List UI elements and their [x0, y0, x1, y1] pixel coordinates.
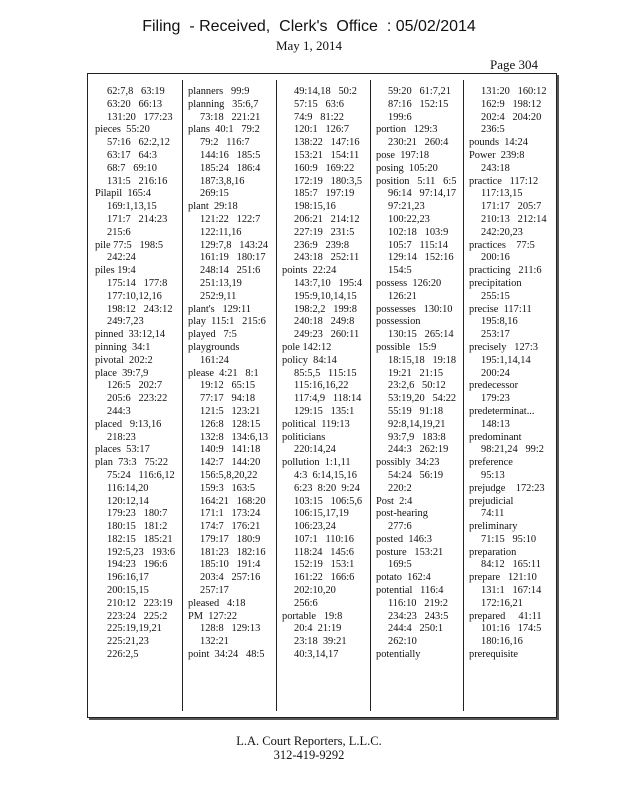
index-page-refs: 75:24 116:6,12: [107, 469, 175, 481]
index-page-refs: 230:21 260:4: [388, 137, 449, 149]
column-divider: [182, 80, 183, 711]
index-page-refs: 102:18 103:9: [388, 226, 449, 238]
index-page-refs: 195:1,14,14: [481, 354, 531, 366]
index-page-refs: 129:7,8 143:24: [200, 239, 269, 251]
index-entry: play 115:1 215:6: [188, 316, 266, 328]
index-page-refs: 144:16 185:5: [200, 149, 261, 161]
index-entry: policy 84:14: [282, 354, 337, 366]
index-page-refs: 4:3 6:14,15,16: [294, 469, 357, 481]
index-entry: Power 239:8: [469, 149, 525, 161]
index-page-refs: 73:18 221:21: [200, 111, 261, 123]
index-page-refs: 179:23: [481, 393, 510, 405]
index-page-refs: 23:2,6 50:12: [388, 380, 446, 392]
index-page-refs: 128:8 129:13: [200, 623, 261, 635]
index-entry: piles 19:4: [95, 265, 136, 277]
index-page-refs: 269:15: [200, 188, 229, 200]
index-page-refs: 156:5,8,20,22: [200, 469, 258, 481]
column-divider: [276, 80, 277, 711]
index-page-refs: 161:19 180:17: [200, 252, 266, 264]
index-page-refs: 116:10 219:2: [388, 597, 448, 609]
index-entry: points 22:24: [282, 265, 337, 277]
index-page-refs: 143:7,10 195:4: [294, 277, 363, 289]
index-page-refs: 171:7 214:23: [107, 213, 168, 225]
index-entry: plant 29:18: [188, 201, 238, 213]
index-page-refs: 253:17: [481, 329, 510, 341]
index-entry: places 53:17: [95, 444, 150, 456]
index-entry: plant's 129:11: [188, 303, 251, 315]
index-entry: possibly 34:23: [376, 457, 440, 469]
index-page-refs: 148:13: [481, 418, 510, 430]
index-page-refs: 200:24: [481, 367, 510, 379]
index-page-refs: 244:3 262:19: [388, 444, 449, 456]
index-page-refs: 236:9 239:8: [294, 239, 350, 251]
index-entry: politicians: [282, 431, 326, 443]
index-page-refs: 172:19 180:3,5: [294, 175, 363, 187]
footer-phone: 312-419-9292: [273, 748, 345, 762]
index-page-refs: 101:16 174:5: [481, 623, 542, 635]
index-page-refs: 98:21,24 99:2: [481, 444, 544, 456]
index-page-refs: 242:20,23: [481, 226, 523, 238]
index-page-refs: 71:15 95:10: [481, 533, 537, 545]
index-page-refs: 172:16,21: [481, 597, 523, 609]
index-entry: potentially: [376, 649, 421, 661]
index-entry: preference: [469, 457, 513, 469]
index-page-refs: 131:20 160:12: [481, 86, 547, 97]
index-entry: Pilapil 165:4: [95, 188, 151, 200]
index-page-refs: 200:16: [481, 252, 510, 264]
index-page-refs: 79:2 116:7: [200, 137, 250, 149]
index-entry: prejudicial: [469, 495, 514, 507]
index-entry: potential 116:4: [376, 585, 444, 597]
index-page-refs: 198:15,16: [294, 201, 336, 213]
index-entry: placed 9:13,16: [95, 418, 162, 430]
index-entry: predecessor: [469, 380, 519, 392]
index-page-refs: 115:16,16,22: [294, 380, 349, 392]
index-entry: possesses 130:10: [376, 303, 453, 315]
index-page-refs: 243:18 252:11: [294, 252, 360, 264]
index-entry: pinning 34:1: [95, 341, 151, 353]
index-page-refs: 19:21 21:15: [388, 367, 444, 379]
index-page-refs: 199:6: [388, 111, 412, 123]
index-page-refs: 126:5 202:7: [107, 380, 163, 392]
index-page-refs: 171:17 205:7: [481, 201, 542, 213]
index-page-refs: 248:14 251:6: [200, 265, 261, 277]
index-page-refs: 205:6 223:22: [107, 393, 168, 405]
index-page-refs: 252:9,11: [200, 290, 237, 302]
index-page-refs: 74:11: [481, 508, 505, 520]
index-page-refs: 249:23 260:11: [294, 329, 360, 341]
index-page-refs: 59:20 61:7,21: [388, 86, 451, 97]
index-page-refs: 251:13,19: [200, 277, 242, 289]
index-page-refs: 262:10: [388, 636, 417, 648]
index-page-refs: 54:24 56:19: [388, 469, 444, 481]
index-page-refs: 93:7,9 183:8: [388, 431, 446, 443]
index-page-refs: 161:24: [200, 354, 229, 366]
index-page-refs: 131:5 216:16: [107, 175, 168, 187]
index-page-refs: 242:24: [107, 252, 136, 264]
index-page-refs: 180:15 181:2: [107, 521, 168, 533]
index-page-refs: 105:7 115:14: [388, 239, 448, 251]
index-page-refs: 181:23 182:16: [200, 546, 266, 558]
index-page-refs: 74:9 81:22: [294, 111, 344, 123]
index-page-refs: 182:15 185:21: [107, 533, 173, 545]
index-page-refs: 121:5 123:21: [200, 405, 261, 417]
index-entry: plan 73:3 75:22: [95, 457, 169, 469]
index-page-refs: 240:18 249:8: [294, 316, 355, 328]
index-column-3: [282, 86, 370, 662]
index-entry: pieces 55:20: [95, 124, 150, 136]
index-page-refs: 68:7 69:10: [107, 162, 157, 174]
index-page-refs: 97:21,23: [388, 201, 425, 213]
index-page-refs: 255:15: [481, 290, 510, 302]
index-page-refs: 120:12,14: [107, 495, 149, 507]
index-page-refs: 77:17 94:18: [200, 393, 256, 405]
index-entry: prepare 121:10: [469, 572, 537, 584]
index-page-refs: 126:21: [388, 290, 417, 302]
index-entry: point 34:24 48:5: [188, 649, 265, 661]
index-page-refs: 226:2,5: [107, 649, 139, 661]
index-entry: prejudge 172:23: [469, 482, 545, 494]
index-page-refs: 206:21 214:12: [294, 213, 360, 225]
index-page-refs: 132:8 134:6,13: [200, 431, 269, 443]
index-page-refs: 244:4 250:1: [388, 623, 444, 635]
index-entry: please 4:21 8:1: [188, 367, 259, 379]
index-page-refs: 257:17: [200, 585, 229, 597]
index-page-refs: 187:3,8,16: [200, 175, 245, 187]
index-page-refs: 195:8,16: [481, 316, 518, 328]
index-entry: pleased 4:18: [188, 597, 246, 609]
index-page-refs: 63:17 64:3: [107, 149, 157, 161]
index-page-refs: 100:22,23: [388, 213, 430, 225]
index-entry: pounds 14:24: [469, 137, 528, 149]
footer-company: L.A. Court Reporters, L.L.C.: [236, 734, 382, 748]
index-entry: possess 126:20: [376, 277, 442, 289]
index-page-refs: 107:1 110:16: [294, 533, 354, 545]
index-page-refs: 171:1 173:24: [200, 508, 261, 520]
index-page-refs: 57:15 63:6: [294, 98, 344, 110]
index-page-refs: 131:20 177:23: [107, 111, 173, 123]
index-page-refs: 196:16,17: [107, 572, 149, 584]
index-page-refs: 225:19,19,21: [107, 623, 162, 635]
index-page-refs: 220:14,24: [294, 444, 336, 456]
index-page-refs: 122:11,16: [200, 226, 242, 238]
index-page-refs: 116:14,20: [107, 482, 149, 494]
index-page-refs: 225:21,23: [107, 636, 149, 648]
index-entry: practicing 211:6: [469, 265, 542, 277]
index-page-refs: 57:16 62:2,12: [107, 137, 170, 149]
index-page-refs: 96:14 97:14,17: [388, 188, 457, 200]
index-entry: prerequisite: [469, 649, 519, 661]
index-entry: prepared 41:11: [469, 610, 542, 622]
index-page-refs: 179:17 180:9: [200, 533, 261, 545]
index-entry: precisely 127:3: [469, 341, 538, 353]
index-page-refs: 177:10,12,16: [107, 290, 162, 302]
index-page-refs: 185:10 191:4: [200, 559, 261, 571]
column-divider: [463, 80, 464, 711]
index-entry: planning 35:6,7: [188, 98, 259, 110]
index-page-refs: 161:22 166:6: [294, 572, 355, 584]
index-entry: practices 77:5: [469, 239, 535, 251]
index-page-refs: 185:24 186:4: [200, 162, 261, 174]
index-page-refs: 130:15 265:14: [388, 329, 454, 341]
index-page-refs: 84:12 165:11: [481, 559, 541, 571]
index-page-refs: 223:24 225:2: [107, 610, 168, 622]
index-page-refs: 244:3: [107, 405, 131, 417]
index-page-refs: 126:8 128:15: [200, 418, 261, 430]
index-page-refs: 174:7 176:21: [200, 521, 261, 533]
index-page-refs: 194:23 196:6: [107, 559, 168, 571]
index-page-refs: 203:4 257:16: [200, 572, 261, 584]
index-entry: posture 153:21: [376, 546, 444, 558]
index-page-refs: 169:5: [388, 559, 412, 571]
index-entry: pile 77:5 198:5: [95, 239, 164, 251]
column-divider: [370, 80, 371, 711]
page-number: Page 304: [490, 57, 539, 72]
index-page-refs: 202:10,20: [294, 585, 336, 597]
index-entry: pose 197:18: [376, 149, 430, 161]
index-page-refs: 120:1 126:7: [294, 124, 350, 136]
index-entry: post-hearing: [376, 508, 428, 520]
index-entry: PM 127:22: [188, 610, 238, 622]
index-page-refs: 63:20 66:13: [107, 98, 163, 110]
index-entry: pole 142:12: [282, 341, 332, 353]
index-entry: position 5:11 6:5: [376, 175, 457, 187]
index-page-refs: 179:23 180:7: [107, 508, 168, 520]
index-entry: posing 105:20: [376, 162, 438, 174]
index-page-refs: 18:15,18 19:18: [388, 354, 457, 366]
index-page-refs: 121:22 122:7: [200, 213, 261, 225]
index-page-refs: 129:15 135:1: [294, 405, 355, 417]
index-page-refs: 185:7 197:19: [294, 188, 355, 200]
index-entry: pivotal 202:2: [95, 354, 153, 366]
index-page-refs: 85:5,5 115:15: [294, 367, 357, 379]
index-entry: political 119:13: [282, 418, 350, 430]
index-page-refs: 142:7 144:20: [200, 457, 261, 469]
index-entry: playgrounds: [188, 341, 240, 353]
index-page-refs: 218:23: [107, 431, 136, 443]
index-page-refs: 160:9 169:22: [294, 162, 355, 174]
index-page-refs: 210:12 223:19: [107, 597, 173, 609]
index-page-refs: 49:14,18 50:2: [294, 86, 357, 97]
index-entry: place 39:7,9: [95, 367, 149, 379]
index-entry: planners 99:9: [188, 86, 250, 97]
index-page-refs: 140:9 141:18: [200, 444, 261, 456]
index-page-refs: 200:15,15: [107, 585, 149, 597]
index-page-refs: 106:23,24: [294, 521, 336, 533]
index-entry: preparation: [469, 546, 517, 558]
index-page-refs: 131:1 167:14: [481, 585, 542, 597]
index-page-refs: 192:5,23 193:6: [107, 546, 176, 558]
index-entry: predeterminat...: [469, 405, 535, 417]
index-entry: pinned 33:12,14: [95, 329, 166, 341]
index-entry: precise 117:11: [469, 303, 532, 315]
index-page-refs: 138:22 147:16: [294, 137, 360, 149]
index-entry: practice 117:12: [469, 175, 539, 187]
index-entry: possible 15:9: [376, 341, 437, 353]
index-entry: preliminary: [469, 521, 518, 533]
index-page-refs: 117:4,9 118:14: [294, 393, 362, 405]
index-page-refs: 92:8,14,19,21: [388, 418, 446, 430]
index-column-5: [469, 86, 557, 662]
index-page-refs: 277:6: [388, 521, 412, 533]
index-page-refs: 195:9,10,14,15: [294, 290, 357, 302]
index-page-refs: 55:19 91:18: [388, 405, 444, 417]
index-column-1: [95, 86, 183, 662]
index-page-refs: 175:14 177:8: [107, 277, 168, 289]
index-page-refs: 180:16,16: [481, 636, 523, 648]
index-entry: plans 40:1 79:2: [188, 124, 260, 136]
index-page-refs: 220:2: [388, 482, 412, 494]
index-page-refs: 210:13 212:14: [481, 213, 547, 225]
index-page-refs: 164:21 168:20: [200, 495, 266, 507]
index-page-refs: 87:16 152:15: [388, 98, 449, 110]
index-page-refs: 40:3,14,17: [294, 649, 339, 661]
index-entry: portable 19:8: [282, 610, 343, 622]
index-page-refs: 118:24 145:6: [294, 546, 354, 558]
index-entry: portion 129:3: [376, 124, 438, 136]
index-column-4: [376, 86, 464, 662]
index-page-refs: 169:1,13,15: [107, 201, 157, 213]
index-page-refs: 198:2,2 199:8: [294, 303, 357, 315]
index-page-refs: 236:5: [481, 124, 505, 136]
index-page-refs: 159:3 163:5: [200, 482, 256, 494]
index-page-refs: 6:23 8:20 9:24: [294, 482, 360, 494]
index-page-refs: 23:18 39:21: [294, 636, 347, 648]
index-page-refs: 162:9 198:12: [481, 98, 542, 110]
index-page-refs: 215:6: [107, 226, 131, 238]
index-entry: Post 2:4: [376, 495, 413, 507]
document-date: May 1, 2014: [275, 38, 343, 53]
index-page-refs: 95:13: [481, 469, 505, 481]
index-page-refs: 152:19 153:1: [294, 559, 355, 571]
index-page-box: [87, 73, 557, 718]
index-page-refs: 132:21: [200, 636, 229, 648]
index-entry: possession: [376, 316, 421, 328]
index-page-refs: 103:15 106:5,6: [294, 495, 363, 507]
index-page-refs: 154:5: [388, 265, 412, 277]
index-page-refs: 20:4 21:19: [294, 623, 342, 635]
index-entry: played 7:5: [188, 329, 237, 341]
index-column-2: [188, 86, 276, 662]
index-page-refs: 19:12 65:15: [200, 380, 256, 392]
index-page-refs: 129:14 152:16: [388, 252, 454, 264]
index-page-refs: 106:15,17,19: [294, 508, 349, 520]
index-page-refs: 153:21 154:11: [294, 149, 360, 161]
index-page-refs: 234:23 243:5: [388, 610, 449, 622]
index-entry: precipitation: [469, 277, 522, 289]
index-page-refs: 256:6: [294, 597, 318, 609]
index-page-refs: 249:7,23: [107, 316, 144, 328]
filing-stamp: Filing - Received, Clerk's Office : 05/02/2014: [142, 18, 476, 35]
index-entry: posted 146:3: [376, 533, 432, 545]
index-page-refs: 62:7,8 63:19: [107, 86, 165, 97]
index-page-refs: 227:19 231:5: [294, 226, 355, 238]
index-page-refs: 198:12 243:12: [107, 303, 173, 315]
index-page-refs: 117:13,15: [481, 188, 523, 200]
index-page-refs: 243:18: [481, 162, 510, 174]
index-entry: potato 162:4: [376, 572, 431, 584]
index-entry: pollution 1:1,11: [282, 457, 351, 469]
index-page-refs: 202:4 204:20: [481, 111, 542, 123]
index-page-refs: 53:19,20 54:22: [388, 393, 457, 405]
index-entry: predominant: [469, 431, 522, 443]
